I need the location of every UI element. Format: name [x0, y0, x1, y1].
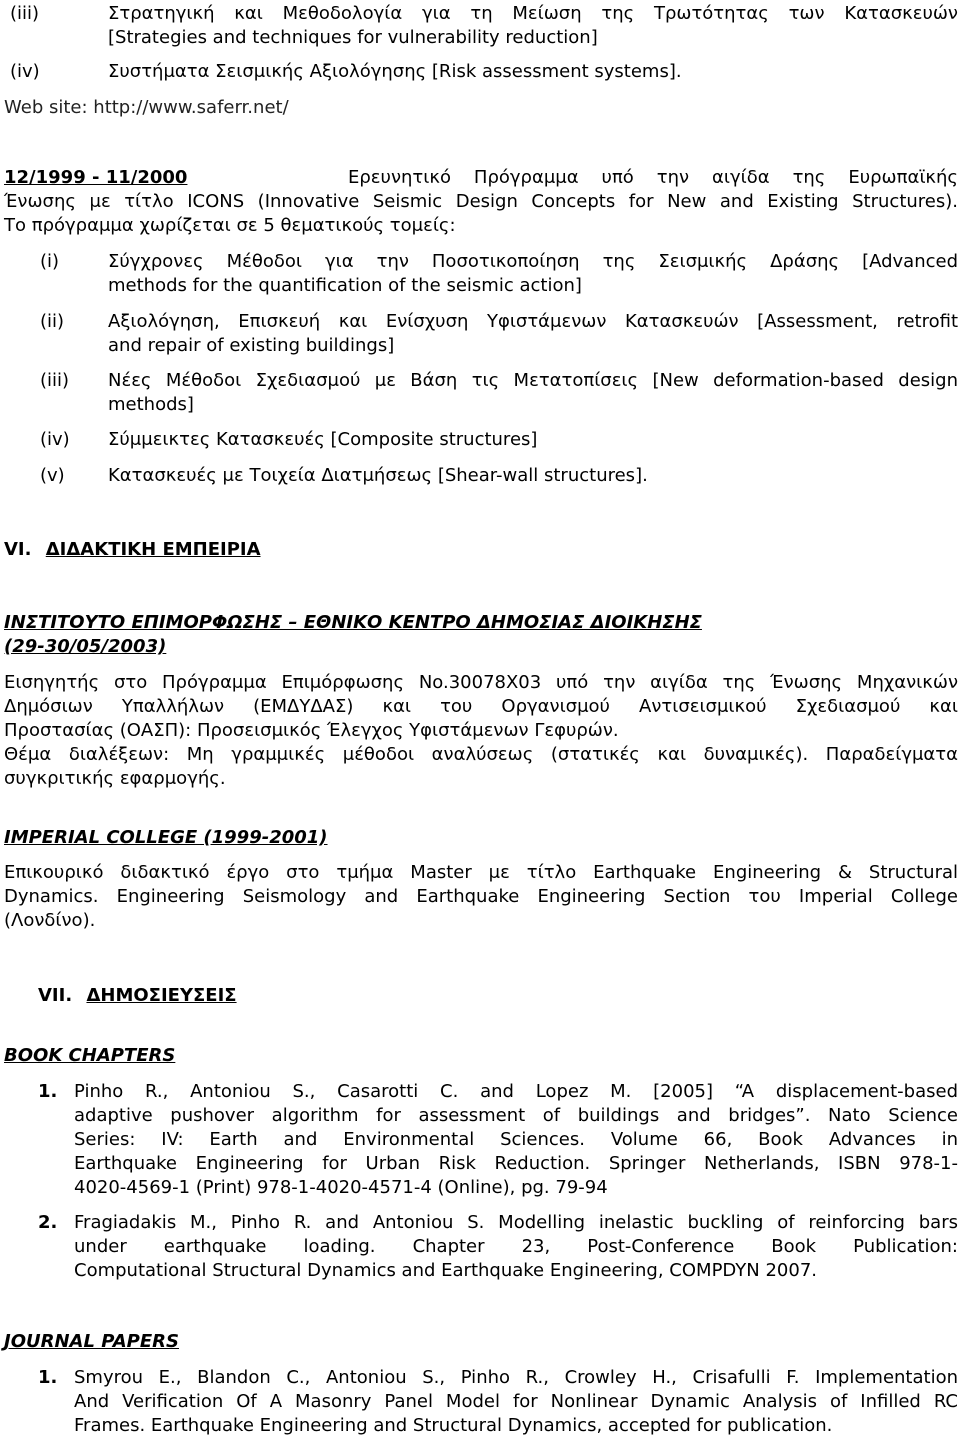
list-num: 1.: [38, 1081, 58, 1102]
sector-num: (ii): [40, 311, 65, 332]
sector-text-line: Σύγχρονες Μέθοδοι για την Ποσοτικοποίηση της Σεισμικής Δράσης [Advanced: [108, 251, 958, 272]
paragraph-line: συγκριτικής εφαρμογής.: [4, 768, 226, 789]
sector-text-line: Σύμμεικτες Κατασκευές [Composite structures]: [108, 429, 538, 450]
paragraph-line: Εισηγητής στο Πρόγραμμα Επιμόρφωσης No.30078X03 υπό την αιγίδα της Ένωσης Μηχανικών: [4, 672, 958, 693]
reference-line: Fragiadakis M., Pinho R. and Antoniou S. Modelling inelastic buckling of reinforcing bars: [74, 1212, 958, 1233]
project-dates: 12/1999 - 11/2000: [4, 167, 188, 188]
section-heading-vii: [38, 984, 237, 1008]
sector-text-line: Κατασκευές με Τοιχεία Διατμήσεως [Shear-wall structures].: [108, 465, 648, 486]
list-text-line: Στρατηγική και Μεθοδολογία για τη Μείωση της Τρωτότητας των Κατασκευών: [108, 3, 958, 24]
section-number: VII.: [38, 985, 73, 1006]
section-title: ΔΗΜΟΣΙΕΥΣΕΙΣ: [86, 985, 237, 1006]
sector-text-line: methods for the quantification of the seismic action]: [108, 275, 582, 296]
subsection-heading: ΙΝΣΤΙΤΟΥΤΟ ΕΠΙΜΟΡΦΩΣΗΣ – ΕΘΝΙΚΟ ΚΕΝΤΡΟ ΔΗΜΟΣΙΑΣ ΔΙΟΙΚΗΣΗΣ: [4, 612, 702, 633]
paragraph-line: Προστασίας (ΟΑΣΠ): Προσεισμικός Έλεγχος Υφιστάμενων Γεφυρών.: [4, 720, 619, 741]
reference-line: adaptive pushover algorithm for assessment of buildings and bridges”. Nato Science: [74, 1105, 958, 1126]
sector-num: (iii): [40, 370, 70, 391]
paragraph-line: Επικουρικό διδακτικό έργο στο τμήμα Master με τίτλο Earthquake Engineering & Structural: [4, 862, 958, 883]
reference-line: 4020-4569-1 (Print) 978-1-4020-4571-4 (Online), pg. 79-94: [74, 1177, 608, 1198]
project-text-line: Το πρόγραμμα χωρίζεται σε 5 θεματικούς τομείς:: [4, 215, 456, 236]
reference-line: Smyrou E., Blandon C., Antoniou S., Pinho R., Crowley H., Crisafulli F. Implementation: [74, 1367, 958, 1388]
reference-line: And Verification Of A Masonry Panel Model for Nonlinear Dynamic Analysis of Infilled RC: [74, 1391, 958, 1412]
sector-num: (iv): [40, 429, 70, 450]
website-label: Web site:: [4, 97, 88, 118]
subsection-heading: JOURNAL PAPERS: [4, 1331, 179, 1352]
project-text-line: Ερευνητικό Πρόγραμμα υπό την αιγίδα της Ευρωπαϊκής: [348, 167, 958, 188]
reference-line: Earthquake Engineering for Urban Risk Reduction. Springer Netherlands, ISBN 978-1-: [74, 1153, 958, 1174]
paragraph-line: (Λονδίνο).: [4, 910, 96, 931]
website-line: [4, 96, 289, 120]
subsection-date: (29-30/05/2003): [4, 636, 167, 657]
sector-num: (v): [40, 465, 65, 486]
list-num: 2.: [38, 1212, 58, 1233]
reference-line: Pinho R., Antoniou S., Casarotti C. and Lopez M. [2005] “A displacement-based: [74, 1081, 958, 1102]
list-num: (iv): [10, 61, 40, 82]
sector-text-line: and repair of existing buildings]: [108, 335, 395, 356]
subsection-heading: IMPERIAL COLLEGE (1999-2001): [4, 827, 328, 848]
sector-text-line: methods]: [108, 394, 194, 415]
section-heading-vi: [4, 538, 261, 562]
list-text-line: Συστήματα Σεισμικής Αξιολόγησης [Risk assessment systems].: [108, 61, 682, 82]
paragraph-line: Θέμα διαλέξεων: Μη γραμμικές μέθοδοι αναλύσεως (στατικές και δυναμικές). Παραδείγματα: [4, 744, 958, 765]
reference-line: Computational Structural Dynamics and Earthquake Engineering, COMPDYN 2007.: [74, 1260, 818, 1281]
section-number: VI.: [4, 539, 32, 560]
sector-text-line: Αξιολόγηση, Επισκευή και Ενίσχυση Υφιστάμενων Κατασκευών [Assessment, retrofit: [108, 311, 958, 332]
list-num: (iii): [10, 3, 40, 24]
reference-line: Series: IV: Earth and Environmental Sciences. Volume 66, Book Advances in: [74, 1129, 958, 1150]
paragraph-line: Δημόσιων Υπαλλήλων (ΕΜΔΥΔΑΣ) και του Οργανισμού Αντισεισμικού Σχεδιασμού και: [4, 696, 958, 717]
section-title: ΔΙΔΑΚΤΙΚΗ ΕΜΠΕΙΡΙΑ: [45, 539, 261, 560]
list-num: 1.: [38, 1367, 58, 1388]
sector-num: (i): [40, 251, 60, 272]
project-text-line: Ένωσης με τίτλο ICONS (Innovative Seismic Design Concepts for New and Existing Structures).: [4, 191, 958, 212]
paragraph-line: Dynamics. Engineering Seismology and Earthquake Engineering Section του Imperial College: [4, 886, 958, 907]
reference-line: Frames. Earthquake Engineering and Structural Dynamics, accepted for publication.: [74, 1415, 833, 1436]
website-link[interactable]: http://www.saferr.net/: [93, 97, 289, 118]
reference-line: under earthquake loading. Chapter 23, Post-Conference Book Publication:: [74, 1236, 958, 1257]
subsection-heading: BOOK CHAPTERS: [4, 1045, 176, 1066]
list-text-line: [Strategies and techniques for vulnerability reduction]: [108, 27, 598, 48]
sector-text-line: Νέες Μέθοδοι Σχεδιασμού με Βάση τις Μετατοπίσεις [New deformation-based design: [108, 370, 958, 391]
